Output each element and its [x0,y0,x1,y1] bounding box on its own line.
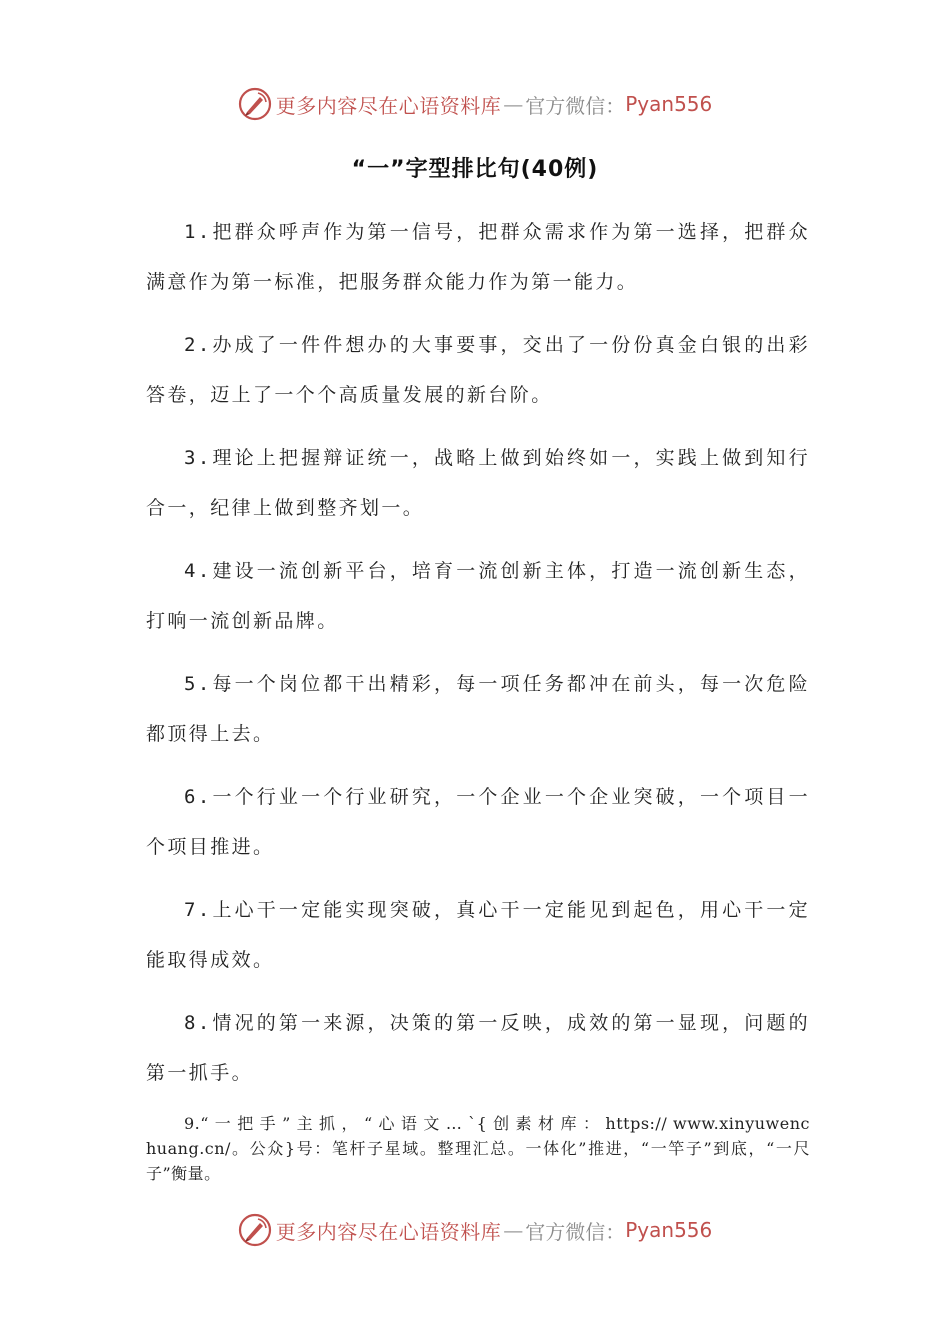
banner-wechat-id: Pyan556 [625,1218,713,1242]
paragraph-8: 8.情况的第一来源，决策的第一反映，成效的第一显现，问题的第一抓手。 [146,1012,810,1084]
pen-logo-icon [238,1213,272,1247]
paragraph-3: 3.理论上把握辩证统一，战略上做到始终如一，实践上做到知行合一，纪律上做到整齐划一。 [146,447,810,519]
paragraph-6: 6.一个行业一个行业研究，一个企业一个企业突破，一个项目一个项目推进。 [146,786,810,858]
banner-separator: — [503,1218,524,1242]
header-banner [0,84,950,124]
document-body [146,207,810,1186]
paragraph-1: 1.把群众呼声作为第一信号，把群众需求作为第一选择，把群众满意作为第一标准，把服务群众能力作为第一能力。 [146,221,810,293]
banner-wechat-id: Pyan556 [625,92,713,116]
pen-logo-icon [238,87,272,121]
page-title: “一”字型排比句(40例) [351,157,599,182]
paragraph-5: 5.每一个岗位都干出精彩，每一项任务都冲在前头，每一次危险都顶得上去。 [146,673,810,745]
banner-wechat-label: 官方微信： [525,1219,626,1244]
paragraph-7: 7.上心干一定能实现突破，真心干一定能见到起色，用心干一定能取得成效。 [146,899,810,971]
paragraph-9: 9.“ 一 把 手 ” 主 抓 ， “ 心 语 文 … `{ 创 素 材 库 ： https:// www.xinyuwenchuang.cn/。公众}号：笔杆子星域。整理汇总。一体化”推进，“一竿子”到底，“一尺子”衡量。 [146,1114,810,1183]
banner-separator: — [503,92,524,116]
banner-text: 更多内容尽在心语资料库 [275,93,502,118]
footer-banner [0,1210,950,1250]
banner-wechat-label: 官方微信： [525,93,626,118]
banner-text: 更多内容尽在心语资料库 [275,1219,502,1244]
paragraph-4: 4.建设一流创新平台，培育一流创新主体，打造一流创新生态，打响一流创新品牌。 [146,560,810,632]
paragraph-2: 2.办成了一件件想办的大事要事，交出了一份份真金白银的出彩答卷，迈上了一个个高质量发展的新台阶。 [146,334,810,406]
